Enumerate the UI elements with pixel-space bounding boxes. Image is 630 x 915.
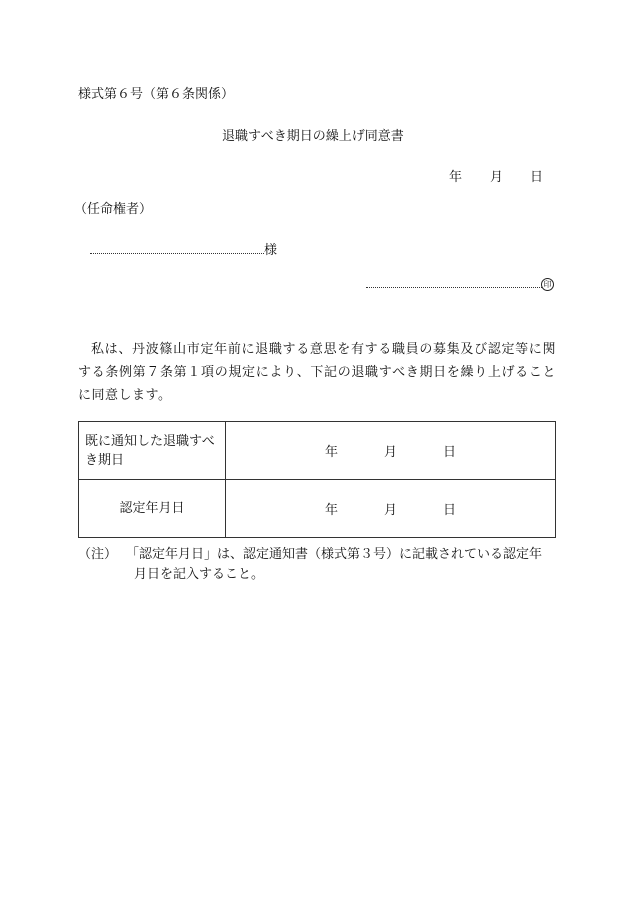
- date-day-label: 日: [530, 170, 544, 185]
- month-label: 月: [383, 445, 397, 460]
- note-tag: （注）: [78, 547, 118, 562]
- year-label: 年: [324, 503, 338, 518]
- form-number: 様式第６号（第６条関係）: [78, 87, 235, 102]
- date-month-label: 月: [490, 170, 504, 185]
- document-title: 退職すべき期日の繰上げ同意書: [222, 129, 404, 144]
- year-label: 年: [324, 445, 338, 460]
- consent-statement: 私は、丹波篠山市定年前に退職する意思を有する職員の募集及び認定等に関する条例第７条第１項の規定により、下記の退職すべき期日を繰り上げることに同意します。: [78, 342, 556, 403]
- note: [78, 545, 556, 585]
- date-year-label: 年: [449, 170, 463, 185]
- date-table: [78, 421, 556, 538]
- month-label: 月: [383, 503, 397, 518]
- note-line: 月日を記入すること。: [134, 567, 265, 582]
- note-body: [126, 545, 556, 585]
- seal-icon: 印: [541, 278, 554, 291]
- signer-blank: [366, 287, 542, 288]
- day-label: 日: [443, 445, 457, 460]
- note-line: 「認定年月日」は、認定通知書（様式第３号）に記載されている認定年: [126, 547, 543, 562]
- signer-line: [366, 278, 554, 291]
- addressee-blank: [90, 253, 264, 254]
- day-label: 日: [443, 503, 457, 518]
- table-row: [79, 480, 556, 538]
- row-label: 認定年月日: [79, 480, 226, 538]
- addressee-suffix: 様: [264, 243, 278, 258]
- table-row: [79, 422, 556, 480]
- date-cell: [226, 480, 556, 538]
- appointing-authority: （任命権者）: [74, 202, 153, 217]
- addressee-line: [90, 244, 277, 257]
- date-cell: [226, 422, 556, 480]
- row-label: 既に通知した退職すべき期日: [79, 422, 226, 480]
